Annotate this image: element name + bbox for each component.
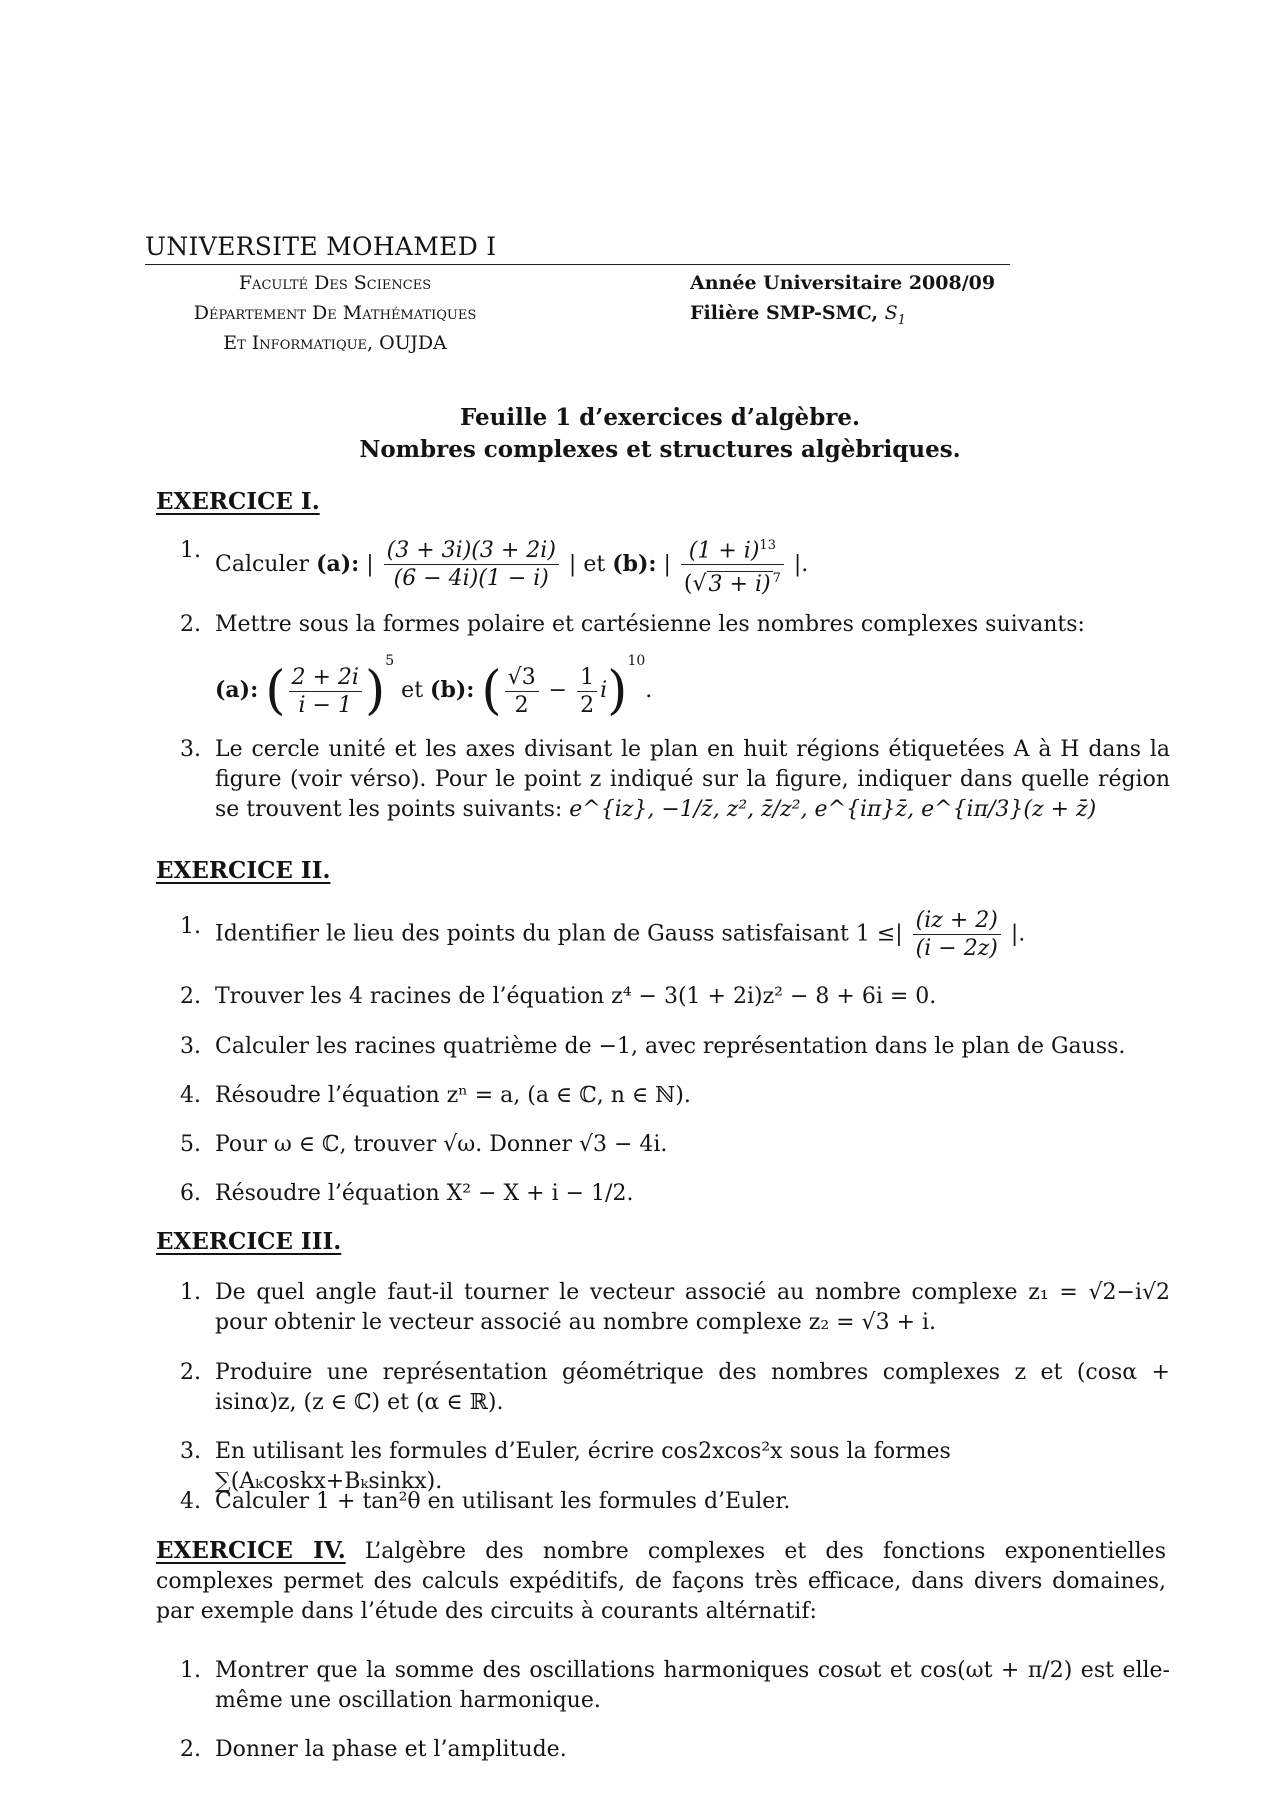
paren-close: ) <box>607 661 628 721</box>
academic-year: Année Universitaire 2008/09 <box>690 272 996 294</box>
item-number: 3. <box>180 737 201 762</box>
fraction-b-den-base: 3 + i) <box>708 571 771 597</box>
fraction-a-denominator: (6 − 4i)(1 − i) <box>393 566 549 592</box>
faculty-name: Faculté Des Sciences <box>238 272 432 294</box>
item-number: 1. <box>180 1658 201 1683</box>
item-number: 1. <box>180 914 201 939</box>
item-text: Identifier le lieu des points du plan de Gauss satisfaisant 1 ≤| <box>215 921 903 947</box>
item-tail: |. <box>1010 921 1026 947</box>
filiere <box>690 298 995 336</box>
exponent-b: 10 <box>627 653 646 669</box>
fraction-b-numerator <box>681 532 784 565</box>
ex1-item-1-content: Calculer (a): | $\frac{(3 + 3i)(3 + 2i)}{(6 - 4i)(1 - i)}$ | et (b): | $\frac{(1 + i)^{13}}{(√3 + i) ^7}$ |. <box>215 532 1170 598</box>
fraction-a-numerator: 2 + 2i <box>289 664 362 692</box>
part-a-label: (a): <box>215 677 259 703</box>
et-word: et <box>401 678 424 703</box>
item-text: Calculer <box>215 551 310 577</box>
ex1-item-3-content <box>215 735 1170 825</box>
part-b-label: (b): <box>430 677 475 703</box>
exercise-3-heading: EXERCICE III. <box>156 1228 342 1255</box>
item-text: Pour ω ∈ ℂ, trouver √ω. Donner √3 − 4i. <box>215 1132 668 1157</box>
item-number: 3. <box>180 1034 201 1059</box>
fraction-b2 <box>577 664 597 719</box>
fraction-b1 <box>505 664 539 719</box>
item-text: Résoudre l’équation X² − X + i − 1/2. <box>215 1181 634 1206</box>
item-number: 1. <box>180 538 201 563</box>
exercise-2-heading: EXERCICE II. <box>156 857 331 884</box>
fraction-b2-numerator: 1 <box>577 664 597 692</box>
fraction-b <box>681 532 784 598</box>
ex1-item-2-content <box>215 610 1170 719</box>
paren-open: ( <box>265 661 286 721</box>
item-number: 4. <box>180 1083 201 1108</box>
fraction-b-den-exp: 7 <box>772 571 781 587</box>
item-text: Donner la phase et l’amplitude. <box>215 1737 567 1762</box>
faculty-block <box>150 268 520 358</box>
part-a-label: (a): <box>316 550 360 577</box>
item-text: Produire une représentation géométrique des nombres complexes z et (cosα + isinα)z, (z ∈ ℂ) et (α ∈ ℝ). <box>215 1360 1170 1415</box>
item-number: 3. <box>180 1439 201 1464</box>
part-b-label: (b): <box>612 550 657 577</box>
department-name: Département De Mathématiques <box>193 302 477 324</box>
exercise-4-intro <box>156 1536 1166 1627</box>
filiere-label: Filière SMP-SMC, <box>690 302 885 324</box>
ex1-item-2-formulas: (a): ( $\frac{2 + 2i}{i - 1}$ )$^5$ et (b): ( $\frac{√3}{2}$ − $\frac{1}{2}$ i)$^{10}$. <box>215 653 653 721</box>
paren-open: ( <box>481 661 502 721</box>
fraction-b1-denominator: 2 <box>514 692 529 718</box>
fraction-a <box>289 664 362 719</box>
semester-letter: S <box>884 302 898 324</box>
fraction-a-denominator: i − 1 <box>298 692 352 718</box>
item-text: Trouver les 4 racines de l’équation z⁴ − 3(1 + 2i)z² − 8 + 6i = 0. <box>215 984 937 1009</box>
paren-close: ) <box>364 661 386 721</box>
item-number: 2. <box>180 612 201 637</box>
item-number: 2. <box>180 1360 201 1385</box>
item-text: Calculer les racines quatrième de −1, avec représentation dans le plan de Gauss. <box>215 1034 1126 1059</box>
fraction-denominator: (i − 2z) <box>915 936 998 961</box>
fraction-a <box>384 537 559 592</box>
item-number: 5. <box>180 1132 201 1157</box>
item-text: Calculer 1 + tan²θ en utilisant les formules d’Euler. <box>215 1489 791 1514</box>
semester-index: 1 <box>897 312 906 328</box>
item-text: De quel angle faut-il tourner le vecteur associé au nombre complexe z₁ = √2−i√2 pour obtenir le vecteur associé au nombre complexe z₂ = √3 + i. <box>215 1280 1170 1335</box>
fraction-b-num-base: (1 + i) <box>688 538 760 564</box>
item-number: 1. <box>180 1280 201 1305</box>
semester <box>884 302 906 328</box>
item-text: Le cercle unité et les axes divisant le plan en huit régions étiquetées A à H dans la figure (voir vérso). Pour le point z indiqué sur la figure, indiquer dans quelle région se trouvent les points suivants: <box>215 737 1170 822</box>
fraction-a-numerator: (3 + 3i)(3 + 2i) <box>384 537 559 565</box>
item-number: 4. <box>180 1489 201 1514</box>
fraction <box>913 907 1001 962</box>
sheet-title <box>0 402 1280 466</box>
item-number: 2. <box>180 1737 201 1762</box>
exercise-4-heading: EXERCICE IV. <box>156 1537 346 1564</box>
ex2-item-1-content <box>215 907 1170 962</box>
institute-name: Et Informatique, OUJDA <box>223 332 447 354</box>
exercise-1-heading: EXERCICE I. <box>156 488 320 515</box>
fraction-b2-denominator: 2 <box>580 692 595 718</box>
fraction-numerator: (iz + 2) <box>913 907 1001 935</box>
item-number: 2. <box>180 984 201 1009</box>
exercise-4-text: L’algèbre des nombre complexes et des fonctions exponentielles complexes permet des calculs expéditifs, de façons très efficace, dans divers domaines, par exemple dans l’étude des circuits à courants altérnatif: <box>156 1539 1166 1624</box>
fraction-b-denominator: (√3 + i) $^7$ <box>683 571 781 597</box>
item-text: Mettre sous la formes polaire et cartésienne les nombres complexes suivants: <box>215 612 1085 637</box>
fraction-b-num-exp: 13 <box>759 538 776 553</box>
title-line-1: Feuille 1 d’exercices d’algèbre. <box>459 404 861 431</box>
points-list: e^{iz}, −1/z̄, z², z̄/z², e^{iπ}z̄, e^{iπ/3}(z + z̄) <box>569 797 1097 822</box>
exponent-a: 5 <box>385 653 395 669</box>
item-number: 6. <box>180 1181 201 1206</box>
item-text: Montrer que la somme des oscillations harmoniques cosωt et cos(ωt + π/2) est elle-même une oscillation harmonique. <box>215 1658 1170 1713</box>
fraction-b1-numerator: √3 <box>505 664 539 692</box>
item-text: Résoudre l’équation zⁿ = a, (a ∈ ℂ, n ∈ ℕ). <box>215 1083 691 1108</box>
et-word: et <box>583 551 606 577</box>
item-text: En utilisant les formules d’Euler, écrire cos2xcos²x sous la formes ∑(Aₖcoskx+Bₖsinkx). <box>215 1439 951 1494</box>
university-name: UNIVERSITE MOHAMED I <box>145 232 1010 265</box>
academic-info <box>690 268 995 336</box>
title-line-2: Nombres complexes et structures algèbriques. <box>359 436 961 463</box>
